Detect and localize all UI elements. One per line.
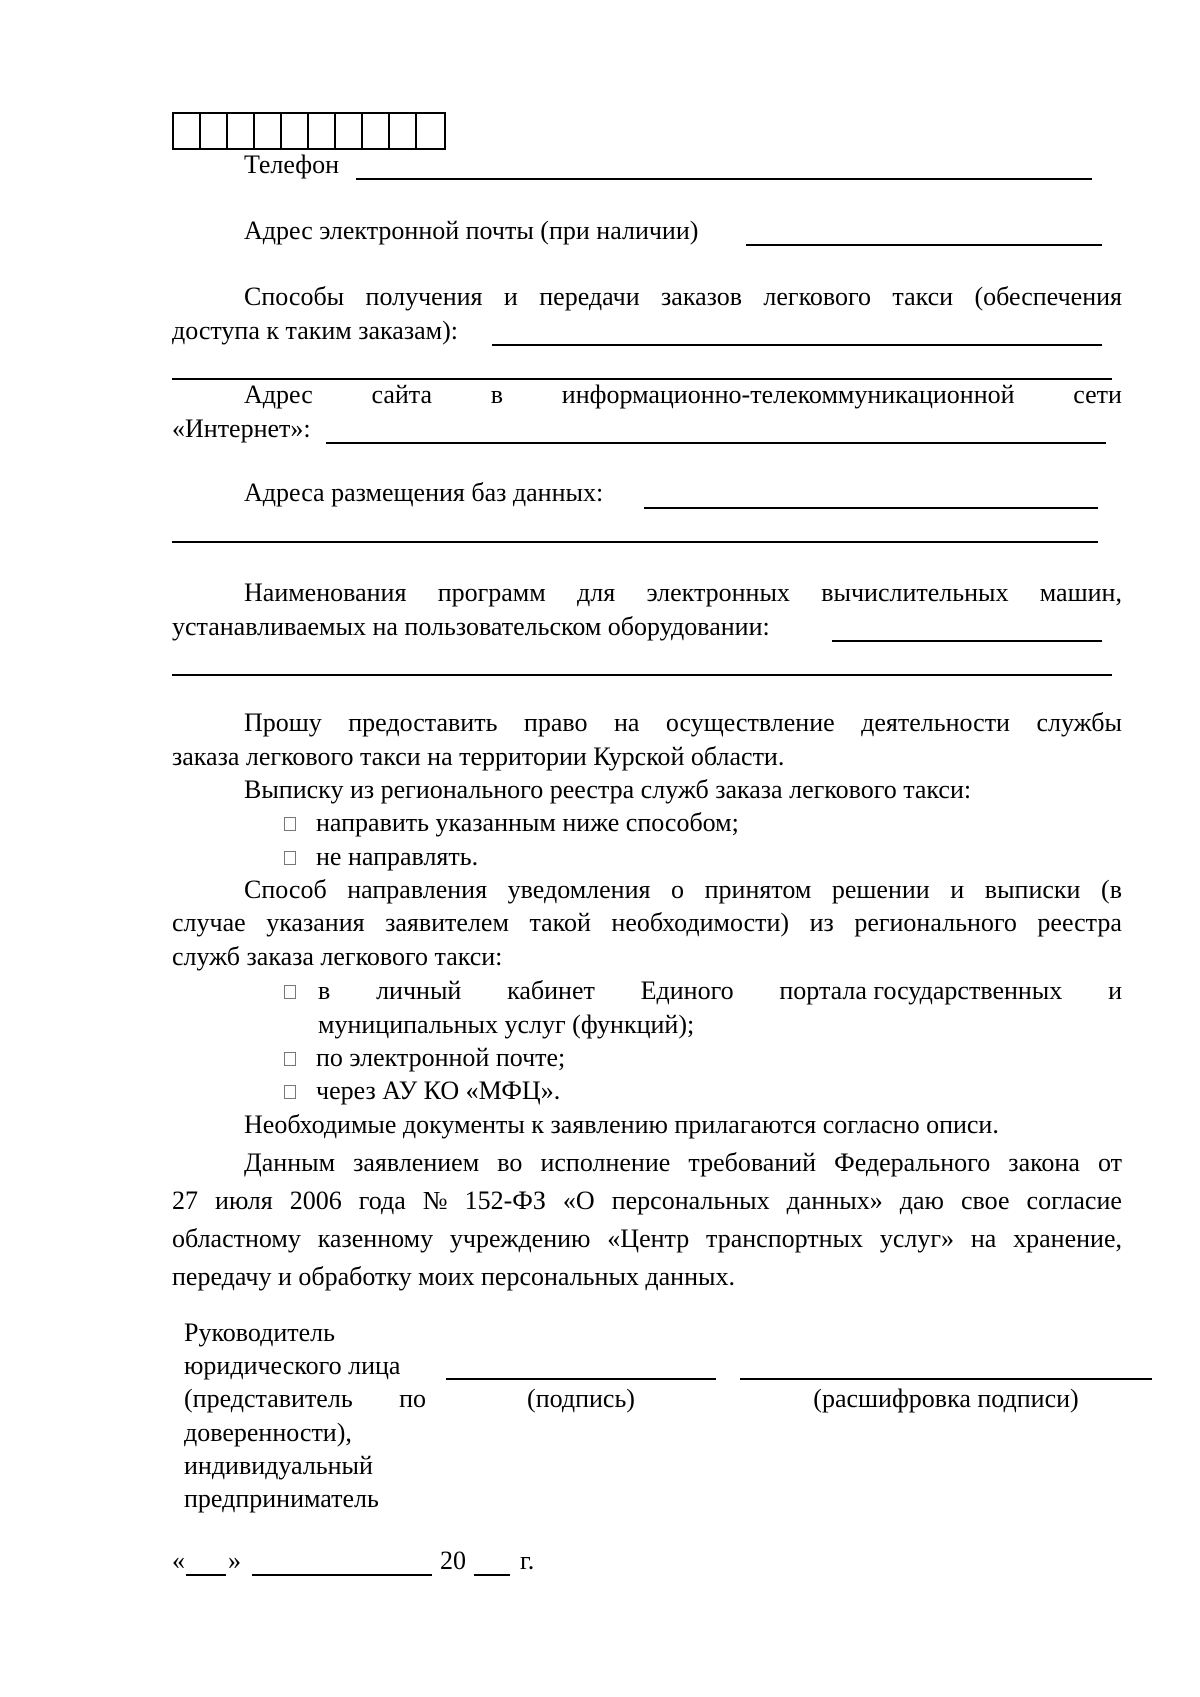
word: Прошу [244, 708, 322, 737]
checkbox-icon[interactable] [284, 1085, 296, 1099]
methods-line[interactable] [492, 344, 1102, 346]
portal-word: в [318, 976, 331, 1005]
word: и [950, 875, 965, 904]
method-option-portal-line-1 [318, 976, 1122, 1006]
website-word: сайта [371, 380, 433, 409]
word: и [503, 282, 518, 311]
word: согласие [1026, 1186, 1122, 1215]
word: на [970, 1224, 997, 1253]
word: закона [1008, 1148, 1080, 1177]
word: Федерального [834, 1148, 991, 1177]
portal-word: кабинет [507, 976, 595, 1005]
word: программ [437, 578, 546, 607]
word: (представитель [184, 1384, 353, 1413]
inn-box[interactable] [201, 114, 228, 148]
word: областному [172, 1224, 301, 1253]
software-line[interactable] [832, 640, 1102, 642]
date-year-line[interactable] [474, 1574, 510, 1576]
date-year-prefix: 20 [440, 1546, 466, 1575]
inn-box[interactable] [228, 114, 255, 148]
decoding-line[interactable] [740, 1378, 1152, 1380]
inn-box[interactable] [174, 114, 201, 148]
inn-box[interactable] [417, 114, 444, 148]
word: заказов [661, 282, 742, 311]
role-line: индивидуальный [184, 1451, 373, 1480]
extract-option-none-label: не направлять. [316, 842, 479, 871]
method-option-mfc[interactable] [284, 1076, 560, 1106]
software-label: устанавливаемых на пользовательском оборудовании: [172, 612, 770, 641]
word: 2006 [289, 1186, 342, 1215]
word: даю [899, 1186, 944, 1215]
checkbox-icon[interactable] [284, 817, 296, 831]
inn-box[interactable] [255, 114, 282, 148]
word: выписки [984, 875, 1081, 904]
role-line: доверенности), [184, 1418, 352, 1447]
word: деятельности [861, 708, 1010, 737]
phone-label: Телефон [244, 150, 340, 179]
extract-label: Выписку из регионального реестра служб заказа легкового такси: [244, 775, 972, 804]
word: принятом [704, 875, 812, 904]
word: 152-ФЗ [464, 1186, 546, 1215]
software-line-1 [244, 578, 1122, 608]
email-label: Адрес электронной почты (при наличии) [244, 216, 699, 245]
word: на [613, 708, 640, 737]
word: необходимости) [611, 908, 790, 937]
word: исполнение [540, 1148, 671, 1177]
method-option-email-label: по электронной почте; [316, 1043, 566, 1072]
date-month-line[interactable] [252, 1574, 432, 1576]
extract-option-send[interactable] [284, 808, 739, 838]
role-line [184, 1384, 426, 1414]
word: от [1097, 1148, 1122, 1177]
method-option-portal[interactable] [284, 976, 316, 1006]
extract-option-send-label: направить указанным ниже способом; [316, 808, 739, 837]
word: осуществление [665, 708, 835, 737]
word: такой [529, 908, 591, 937]
inn-box[interactable] [282, 114, 309, 148]
databases-label: Адреса размещения баз данных: [244, 478, 604, 507]
website-line-1 [244, 380, 1122, 410]
signature-caption: (подпись) [527, 1384, 635, 1413]
request-line-1 [244, 708, 1122, 738]
word: случае [172, 908, 246, 937]
method-option-email[interactable] [284, 1043, 565, 1073]
word: № [422, 1186, 448, 1215]
consent-line-3 [172, 1224, 1122, 1254]
word: вычислительных [821, 578, 1009, 607]
inn-box[interactable] [309, 114, 336, 148]
website-label: «Интернет»: [172, 414, 311, 443]
portal-word: и [1108, 976, 1122, 1005]
request-line-2: заказа легкового такси на территории Курской области. [172, 742, 785, 771]
word: (обеспечения [974, 282, 1122, 311]
word: уведомления [507, 875, 651, 904]
checkbox-icon[interactable] [284, 985, 296, 999]
word: о [671, 875, 685, 904]
databases-line[interactable] [644, 507, 1098, 509]
extract-option-none[interactable] [284, 842, 478, 872]
word: из [809, 908, 834, 937]
phone-line[interactable] [356, 178, 1092, 180]
word: во [497, 1148, 523, 1177]
checkbox-icon[interactable] [284, 1052, 296, 1066]
word: июля [215, 1186, 273, 1215]
word: Способ [244, 875, 327, 904]
inn-boxes[interactable] [172, 112, 446, 150]
portal-word: Единого [640, 976, 734, 1005]
email-line[interactable] [746, 244, 1102, 246]
date-year-suffix: г. [520, 1546, 535, 1575]
word: предоставить [348, 708, 498, 737]
word: легкового [763, 282, 872, 311]
word: персональных [611, 1186, 770, 1215]
role-line: предприниматель [184, 1484, 379, 1513]
portal-word: портала государственных [779, 976, 1063, 1005]
inn-box[interactable] [363, 114, 390, 148]
word: получения [365, 282, 483, 311]
word: электронных [646, 578, 790, 607]
website-word: сети [1073, 380, 1122, 409]
date-close-quote: » [228, 1546, 241, 1575]
word: свое [961, 1186, 1010, 1215]
inn-box[interactable] [336, 114, 363, 148]
word: заявлением [353, 1148, 480, 1177]
website-word: в [490, 380, 504, 409]
word: учреждению [449, 1224, 591, 1253]
website-word: Адрес [244, 380, 313, 409]
word: казенному [317, 1224, 434, 1253]
consent-line-2 [172, 1186, 1122, 1216]
word: услуг» [879, 1224, 955, 1253]
word: заявителем [385, 908, 509, 937]
checkbox-icon[interactable] [284, 851, 296, 865]
databases-line-extra[interactable] [172, 541, 1098, 543]
software-line-extra[interactable] [172, 674, 1112, 676]
method-option-mfc-label: через АУ КО «МФЦ». [316, 1076, 561, 1105]
portal-word: личный [376, 976, 462, 1005]
word: право [523, 708, 588, 737]
word: машин, [1039, 578, 1122, 607]
word: года [358, 1186, 406, 1215]
role-line: юридического лица [184, 1351, 401, 1380]
consent-line-4: передачу и обработку моих персональных данных. [172, 1262, 735, 1291]
consent-line-1 [244, 1148, 1122, 1178]
word: указания [266, 908, 365, 937]
word: направления [347, 875, 488, 904]
word: требований [688, 1148, 817, 1177]
word: для [577, 578, 616, 607]
word: регионального [854, 908, 1017, 937]
word: транспортных [706, 1224, 864, 1253]
word: по [399, 1384, 426, 1413]
word: реестра [1037, 908, 1122, 937]
method-option-portal-line-2: муниципальных услуг (функций); [318, 1010, 695, 1039]
methods-line-1 [244, 282, 1122, 312]
date-day-line[interactable] [186, 1574, 226, 1576]
word: «О [562, 1186, 595, 1215]
word: хранение, [1013, 1224, 1122, 1253]
word: Данным [244, 1148, 336, 1177]
word: решении [831, 875, 930, 904]
word: Способы [244, 282, 345, 311]
word: (в [1101, 875, 1122, 904]
method-line-3: служб заказа легкового такси: [172, 942, 503, 971]
website-line[interactable] [326, 442, 1106, 444]
docs-line: Необходимые документы к заявлению прилагаются согласно описи. [244, 1110, 999, 1139]
word: такси [892, 282, 954, 311]
website-word: информационно-телекоммуникационной [561, 380, 1015, 409]
method-line-2 [172, 908, 1122, 938]
role-line: Руководитель [184, 1318, 335, 1347]
word: 27 [172, 1186, 198, 1215]
inn-box[interactable] [390, 114, 417, 148]
word: данных» [786, 1186, 883, 1215]
word: «Центр [607, 1224, 690, 1253]
word: Наименования [244, 578, 407, 607]
word: передачи [539, 282, 640, 311]
date-open-quote: « [172, 1546, 185, 1575]
methods-line-2: доступа к таким заказам): [172, 316, 458, 345]
decoding-caption: (расшифровка подписи) [813, 1384, 1079, 1413]
signature-line[interactable] [446, 1378, 716, 1380]
method-line-1 [244, 875, 1122, 905]
word: службы [1036, 708, 1122, 737]
